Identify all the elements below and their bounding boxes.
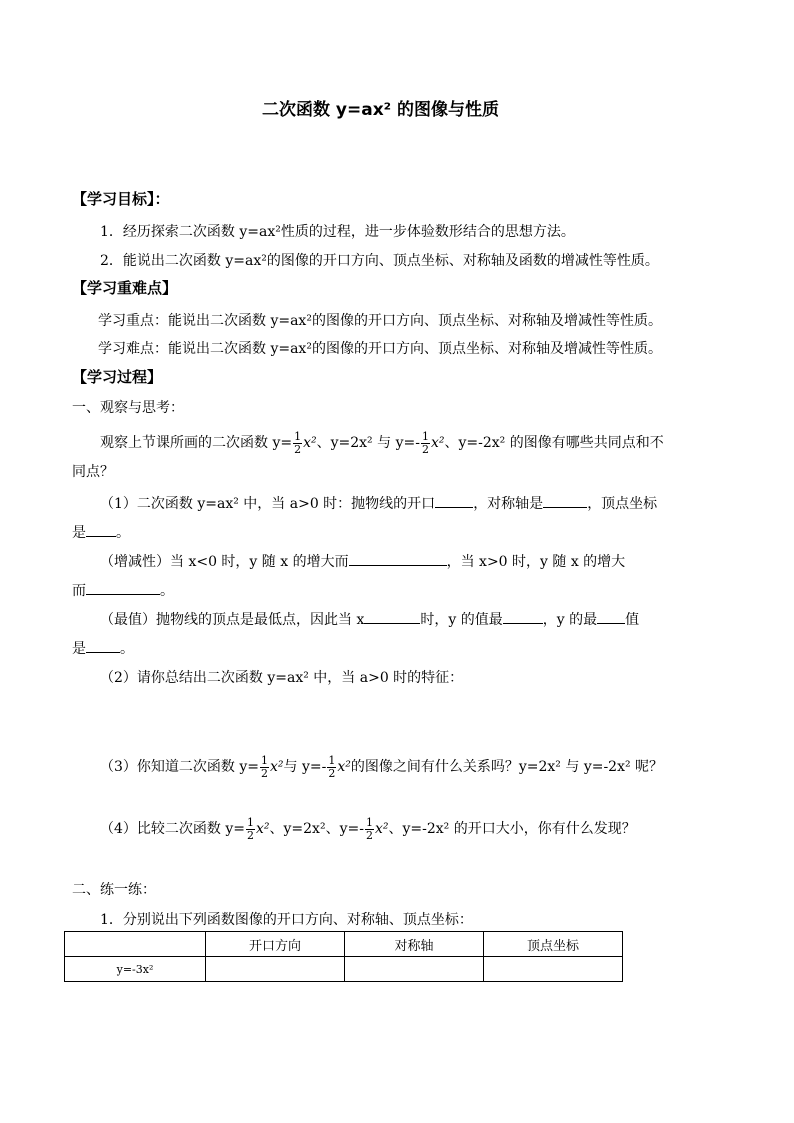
objectives-heading: 【学习目标】： (72, 190, 170, 208)
q1-line1 (100, 493, 657, 514)
min-max-blank[interactable] (503, 609, 543, 624)
fraction-one-half: $\frac{1}{2}$ (421, 429, 429, 456)
extremum-line1 (100, 609, 639, 630)
mono-left-blank[interactable] (349, 551, 447, 566)
observe-text-a: 观察上节课所画的二次函数 y= (100, 435, 293, 451)
observe-question-line1 (100, 426, 664, 460)
q3-text-a: （3）你知道二次函数 y= (100, 759, 259, 775)
q1-text-d: 是 (72, 525, 86, 541)
process-heading: 【学习过程】 (72, 368, 163, 386)
q4-text (100, 812, 636, 846)
table-header-cell: 顶点坐标 (484, 932, 623, 957)
q1-text-a: （1）二次函数 y=ax² 中，当 a>0 时：抛物线的开口 (100, 496, 436, 512)
extreme-value-blank[interactable] (86, 638, 120, 653)
monotonicity-line1 (100, 551, 625, 572)
mono-text-d: 。 (160, 583, 174, 599)
mono-text-b: ，当 x>0 时，y 随 x 的增大 (446, 554, 626, 570)
q1-text-c: ，顶点坐标 (587, 496, 658, 512)
symmetry-axis-blank[interactable] (543, 493, 587, 508)
x-squared: x² (337, 759, 351, 775)
observe-text-b: 、y=2x² 与 y=- (316, 435, 420, 451)
fraction-one-half: $\frac{1}{2}$ (328, 753, 336, 780)
q1-line2 (72, 522, 130, 543)
table-cell-function: y=-3x² (65, 957, 206, 982)
max-text-d: 值 (625, 612, 640, 628)
key-points-heading: 【学习重难点】 (72, 279, 178, 297)
q2-text: （2）请你总结出二次函数 y=ax² 中，当 a>0 时的特征： (100, 670, 464, 686)
practice-table (64, 931, 623, 982)
q1-text-e: 。 (116, 525, 130, 541)
x-squared: x² (430, 435, 445, 451)
table-cell-answer[interactable] (206, 957, 345, 982)
mono-text-c: 而 (72, 583, 86, 599)
opening-direction-blank[interactable] (435, 493, 473, 508)
vertex-blank[interactable] (86, 522, 116, 537)
table-cell-answer[interactable] (345, 957, 484, 982)
max-text-b: 时，y 的值最 (420, 612, 503, 628)
mono-right-blank[interactable] (86, 580, 160, 595)
q1-text-b: ，对称轴是 (473, 496, 544, 512)
mono-text-a: （增减性）当 x<0 时，y 随 x 的增大而 (100, 554, 349, 570)
fraction-one-half: $\frac{1}{2}$ (247, 815, 254, 842)
max-text-c: ，y 的最 (542, 612, 598, 628)
table-header-cell: 对称轴 (345, 932, 484, 957)
practice-task-1: 1．分别说出下列函数图像的开口方向、对称轴、顶点坐标： (100, 912, 473, 928)
table-header-row (65, 932, 623, 957)
extreme-type-blank[interactable] (597, 609, 625, 624)
q3-text-c: 的图像之间有什么关系吗？y=2x² 与 y=-2x² 呢？ (350, 759, 664, 775)
page-title: 二次函数 y=ax² 的图像与性质 (262, 100, 500, 120)
max-text-a: （最值）抛物线的顶点是最低点，因此当 x (100, 612, 365, 628)
table-cell-answer[interactable] (484, 957, 623, 982)
section2-title: 二、练一练： (72, 882, 156, 898)
extremum-line2 (72, 638, 134, 659)
x-squared: x² (374, 821, 389, 837)
table-header-cell (65, 932, 206, 957)
x-squared: x² (256, 821, 270, 837)
q3-text-b: 与 y=- (283, 759, 327, 775)
table-header-cell: 开口方向 (206, 932, 345, 957)
max-text-f: 。 (120, 641, 134, 657)
objective-item-1: 1．经历探索二次函数 y=ax²性质的过程，进一步体验数形结合的思想方法。 (100, 224, 575, 240)
x-squared: x² (303, 435, 317, 451)
q4-text-b: 、y=2x²、y=- (269, 821, 364, 837)
max-text-e: 是 (72, 641, 86, 657)
monotonicity-line2 (72, 580, 174, 601)
observe-question-line2: 同点？ (72, 464, 114, 480)
q3-text (100, 750, 663, 784)
key-point-difficulty: 学习难点：能说出二次函数 y=ax²的图像的开口方向、顶点坐标、对称轴及增减性等性质。 (98, 341, 662, 357)
section1-title: 一、观察与思考： (72, 400, 184, 416)
table-row (65, 957, 623, 982)
key-point-focus: 学习重点：能说出二次函数 y=ax²的图像的开口方向、顶点坐标、对称轴及增减性等性质。 (98, 313, 662, 329)
q4-text-a: （4）比较二次函数 y= (100, 821, 245, 837)
q4-text-c: 、y=-2x² 的开口大小，你有什么发现？ (388, 821, 636, 837)
x-squared: x² (270, 759, 284, 775)
fraction-one-half: $\frac{1}{2}$ (365, 815, 373, 842)
fraction-one-half: $\frac{1}{2}$ (261, 753, 268, 780)
x-value-blank[interactable] (364, 609, 420, 624)
observe-text-c: 、y=-2x² 的图像有哪些共同点和不 (444, 435, 664, 451)
fraction-one-half: $\frac{1}{2}$ (294, 429, 302, 456)
objective-item-2: 2．能说出二次函数 y=ax²的图像的开口方向、顶点坐标、对称轴及函数的增减性等性质。 (100, 253, 659, 269)
